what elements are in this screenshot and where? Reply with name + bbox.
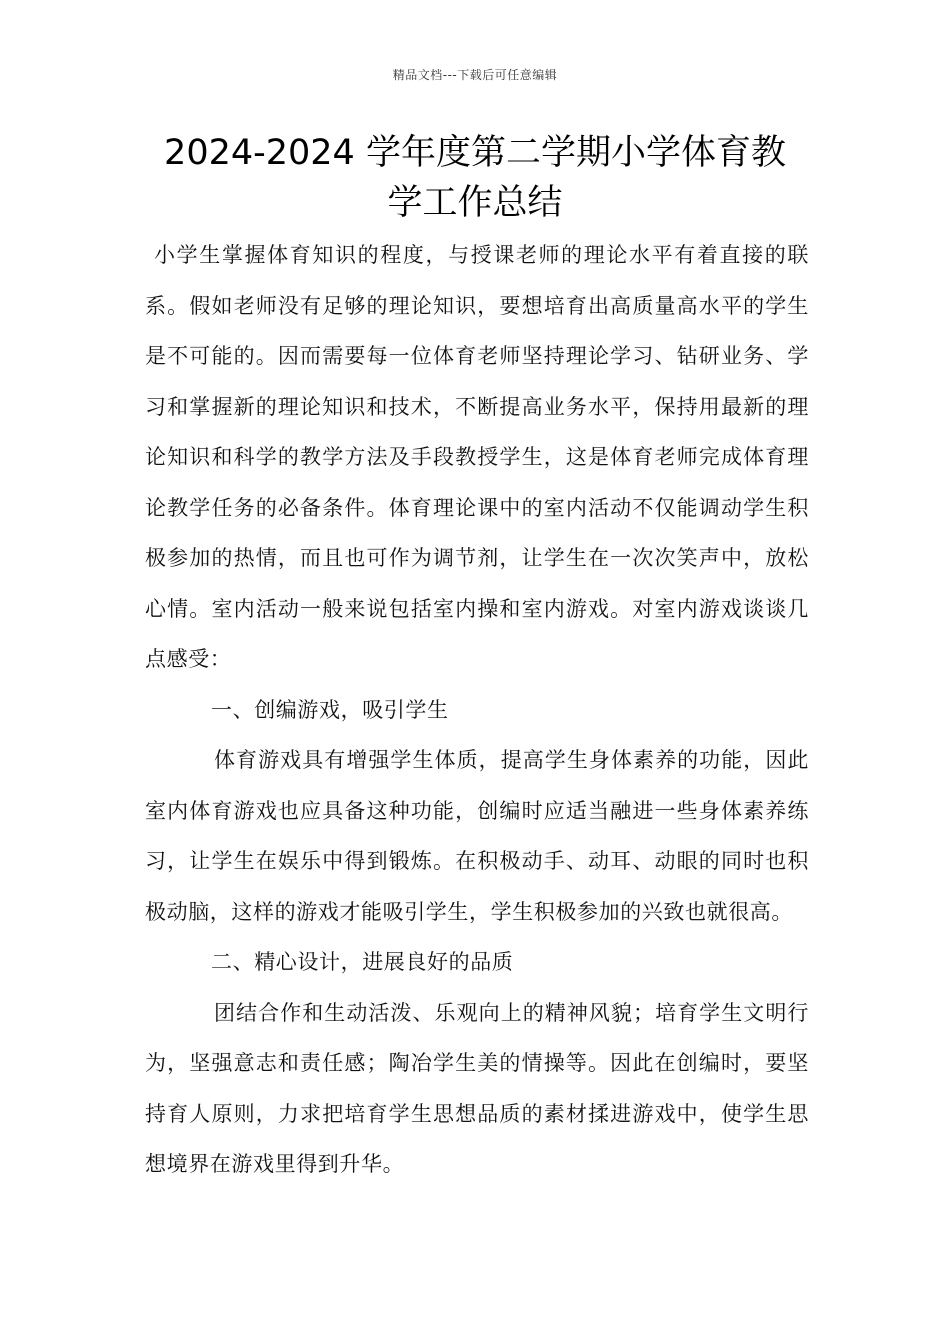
title-line-2: 学工作总结 — [387, 183, 563, 223]
title-line-1: 2024-2024 学年度第二学期小学体育教 — [164, 133, 786, 173]
document-body — [145, 230, 809, 1190]
section-body-2: 团结合作和生动活泼、乐观向上的精神风貌；培育学生文明行为，坚强意志和责任感；陶冶学生美的情操等。因此在创编时，要坚持育人原则，力求把培育学生思想品质的素材揉进游戏中，使学生思想境界在游戏里得到升华。 — [145, 1000, 809, 1176]
header-note: 精品文档---下载后可任意编辑 — [392, 68, 558, 82]
intro-paragraph: 小学生掌握体育知识的程度，与授课老师的理论水平有着直接的联系。假如老师没有足够的理论知识，要想培育出高质量高水平的学生是不可能的。因而需要每一位体育老师坚持理论学习、钻研业务、学习和掌握新的理论知识和技术，不断提高业务水平，保持用最新的理论知识和科学的教学方法及手段教授学生，这是体育老师完成体育理论教学任务的必备条件。体育理论课中的室内活动不仅能调动学生积极参加的热情，而且也可作为调节剂，让学生在一次次笑声中，放松心情。室内活动一般来说包括室内操和室内游戏。对室内游戏谈谈几点感受： — [145, 243, 809, 671]
section-body-1: 体育游戏具有增强学生体质，提高学生身体素养的功能，因此室内体育游戏也应具备这种功能，创编时应适当融进一些身体素养练习，让学生在娱乐中得到锻炼。在积极动手、动耳、动眼的同时也积极动脑，这样的游戏才能吸引学生，学生积极参加的兴致也就很高。 — [145, 748, 809, 924]
section-heading-2: 二、精心设计，进展良好的品质 — [211, 950, 514, 974]
document-title — [120, 128, 830, 228]
section-heading-1: 一、创编游戏，吸引学生 — [211, 697, 449, 722]
